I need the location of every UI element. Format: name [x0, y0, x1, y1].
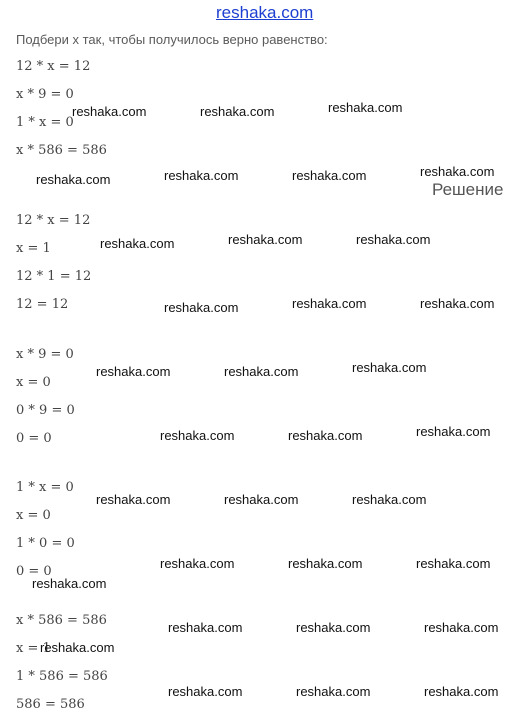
- solution-line: 12 = 12: [16, 297, 69, 312]
- watermark: reshaka.com: [96, 364, 171, 379]
- solution-line: x = 0: [16, 508, 51, 523]
- solution-line: 0 = 0: [16, 431, 52, 446]
- watermark: reshaka.com: [352, 492, 427, 507]
- watermark: reshaka.com: [416, 424, 491, 439]
- watermark: reshaka.com: [420, 296, 495, 311]
- solution-line: 1 * x = 0: [16, 480, 74, 495]
- watermark: reshaka.com: [292, 168, 367, 183]
- watermark: reshaka.com: [416, 556, 491, 571]
- site-logo-link[interactable]: reshaka.com: [216, 3, 314, 22]
- task-intro: Подбери x так, чтобы получилось верно равенство:: [16, 32, 328, 47]
- watermark: reshaka.com: [96, 492, 171, 507]
- watermark: reshaka.com: [164, 300, 239, 315]
- watermark: reshaka.com: [32, 576, 107, 591]
- watermark: reshaka.com: [72, 104, 147, 119]
- solution-line: 586 = 586: [16, 697, 85, 712]
- watermark: reshaka.com: [352, 360, 427, 375]
- solution-line: 1 * 0 = 0: [16, 536, 75, 551]
- solution-line: 12 * 1 = 12: [16, 269, 92, 284]
- solution-heading: Решение: [432, 180, 504, 199]
- watermark: reshaka.com: [296, 620, 371, 635]
- watermark: reshaka.com: [296, 684, 371, 699]
- watermark: reshaka.com: [424, 620, 499, 635]
- task-equation-2: x * 9 = 0: [16, 87, 74, 102]
- watermark: reshaka.com: [36, 172, 111, 187]
- watermark: reshaka.com: [288, 428, 363, 443]
- watermark: reshaka.com: [420, 164, 495, 179]
- solution-line: x = 0: [16, 375, 51, 390]
- watermark: reshaka.com: [424, 684, 499, 699]
- watermark: reshaka.com: [228, 232, 303, 247]
- watermark: reshaka.com: [168, 684, 243, 699]
- watermark: reshaka.com: [160, 556, 235, 571]
- solution-line: x = 1: [16, 241, 51, 256]
- watermark: reshaka.com: [224, 364, 299, 379]
- solution-line: x * 586 = 586: [16, 613, 107, 628]
- watermark: reshaka.com: [40, 640, 115, 655]
- solution-line: x * 9 = 0: [16, 347, 74, 362]
- watermark: reshaka.com: [200, 104, 275, 119]
- solution-line: 1 * 586 = 586: [16, 669, 108, 684]
- task-equation-3: 1 * x = 0: [16, 115, 74, 130]
- watermark: reshaka.com: [224, 492, 299, 507]
- solution-line: x = 1: [16, 641, 51, 656]
- watermark: reshaka.com: [160, 428, 235, 443]
- task-equation-1: 12 * x = 12: [16, 59, 91, 74]
- task-equation-4: x * 586 = 586: [16, 143, 107, 158]
- watermark: reshaka.com: [292, 296, 367, 311]
- watermark: reshaka.com: [288, 556, 363, 571]
- watermark: reshaka.com: [328, 100, 403, 115]
- solution-line: 12 * x = 12: [16, 213, 91, 228]
- watermark: reshaka.com: [356, 232, 431, 247]
- solution-line: 0 * 9 = 0: [16, 403, 75, 418]
- watermark: reshaka.com: [100, 236, 175, 251]
- watermark: reshaka.com: [164, 168, 239, 183]
- watermark: reshaka.com: [168, 620, 243, 635]
- solution-line: 0 = 0: [16, 564, 52, 579]
